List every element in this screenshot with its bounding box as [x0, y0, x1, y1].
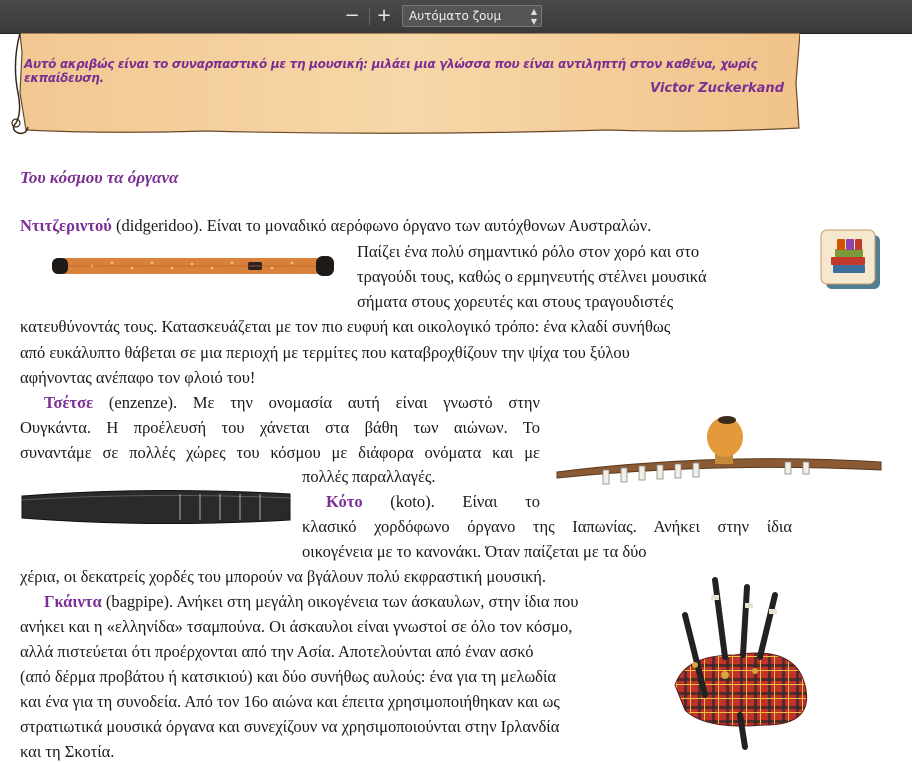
didgeridoo-line-4: σήματα στους χορευτές και στους τραγουδιστές — [357, 292, 674, 311]
zoom-out-button[interactable]: − — [344, 5, 360, 26]
bagpipe-line-5: και ένα για τη συνοδεία. Από τον 16ο αιώνα και έπειτα χρησιμοποιήθηκαν και ως — [20, 692, 560, 711]
books-icon[interactable] — [820, 229, 882, 291]
koto-line-3: οικογένεια με το κανονάκι. Όταν παίζεται με τα δύο — [302, 542, 647, 561]
bagpipe-line-2: ανήκει και η «ελληνίδα» τσαμπούνα. Οι άσκαυλοι είναι γνωστοί σε όλο τον κόσμο, — [20, 617, 573, 636]
didgeridoo-line-2: Παίζει ένα πολύ σημαντικό ρόλο στον χορό και στο — [357, 242, 700, 261]
enzenze-term: Τσέτσε — [44, 393, 94, 412]
koto-line-2: κλασικό χορδόφωνο όργανο της Ιαπωνίας. Ανήκει στην ίδια — [302, 517, 792, 536]
enzenze-image — [555, 412, 885, 492]
section-heading: Του κόσμου τα όργανα — [20, 168, 179, 187]
bagpipe-line-6: στρατιωτικά μουσικά όργανα και συνεχίζουν να χρησιμοποιούνται στην Ιρλανδία — [20, 717, 560, 736]
didgeridoo-line-7: αφήνοντας ανέπαφο τον φλοιό του! — [20, 368, 256, 387]
didgeridoo-line-5: κατευθύνοντάς τους. Κατασκευάζεται με τον πιο ευφυή και οικολογικό τρόπο: ένα κλαδί συνήθως — [20, 317, 671, 336]
koto-term: Κότο — [326, 492, 363, 511]
enzenze-line-3: συναντάμε σε πολλές χώρες του κόσμου με διάφορα ονόματα και με — [20, 443, 540, 462]
didgeridoo-term: Ντιτζεριντού — [20, 216, 112, 235]
bagpipe-text-1: (bagpipe). Ανήκει στη μεγάλη οικογένεια των άσκαυλων, στην ίδια που — [101, 592, 579, 611]
zoom-select[interactable] — [402, 5, 542, 27]
didgeridoo-line-6: από ευκάλυπτο θάβεται σε μια περιοχή με τερμίτες που καταβροχθίζουν την ψίχα του ξύλου — [20, 343, 630, 362]
zoom-in-button[interactable]: + — [376, 5, 392, 26]
koto-text-1: (koto). Είναι το — [362, 492, 540, 511]
zoom-select-value: Αυτόματο ζουμ — [409, 9, 502, 23]
enzenze-text-1: (enzenze). Με την ονομασία αυτή είναι γνωστό στην — [93, 393, 540, 412]
enzenze-line-2: Ουγκάντα. Η προέλευσή του χάνεται στα βάθη των αιώνων. Το — [20, 418, 540, 437]
didgeridoo-image — [52, 254, 334, 280]
viewer-toolbar — [0, 0, 912, 34]
select-arrows-icon: ▲ ▼ — [530, 7, 537, 26]
koto-line-4: χέρια, οι δεκατρείς χορδές του μπορούν να βγάλουν πολύ εκφραστική μουσική. — [20, 567, 547, 586]
didgeridoo-line-3: τραγούδι τους, καθώς ο ερμηνευτής στέλνει μουσικά — [357, 267, 707, 286]
bagpipe-line-4: (από δέρμα προβάτου ή κατσικιού) και δύο συνήθως αυλούς: ένα για τη μελωδία — [20, 667, 557, 686]
enzenze-line-4: πολλές παραλλαγές. — [302, 467, 436, 486]
enzenze-line-1 — [20, 393, 540, 413]
banner-author: Victor Zuckerkand — [650, 81, 784, 96]
didgeridoo-text-1: (didgeridoo). Είναι το μοναδικό αερόφωνο όργανο των αυτόχθονων Αυστραλών. — [111, 216, 652, 235]
bagpipe-line-3: αλλά πιστεύεται ότι προέρχονται από την Ασία. Αποτελούνται από έναν ασκό — [20, 642, 534, 661]
bagpipe-line-1 — [44, 592, 578, 612]
bagpipe-line-7: και τη Σκοτία. — [20, 742, 115, 761]
bagpipe-term: Γκάιντα — [44, 592, 102, 611]
koto-image — [20, 486, 292, 528]
bagpipe-image — [665, 575, 825, 755]
koto-line-1 — [302, 492, 540, 512]
didgeridoo-line-1 — [20, 216, 651, 236]
toolbar-separator — [369, 8, 370, 25]
banner-quote: Αυτό ακριβώς είναι το συναρπαστικό με τη μουσική: μιλάει μια γλώσσα που είναι αντιληπτή στον καθένα, χωρίς εκπαίδευση. — [24, 57, 758, 85]
